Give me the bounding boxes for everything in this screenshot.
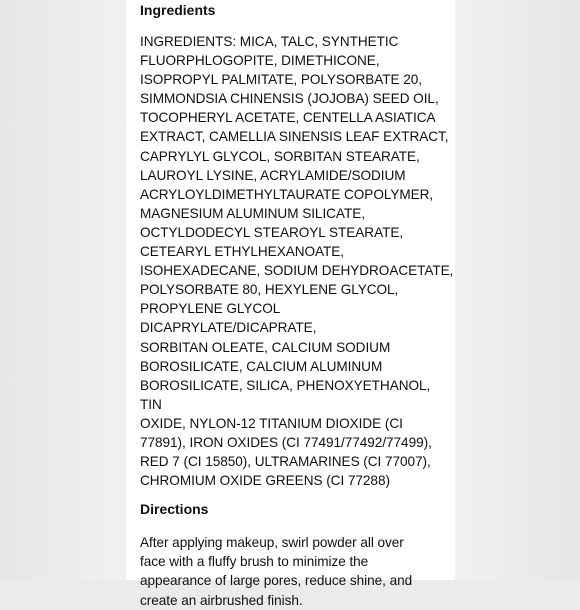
right-background-margin [455, 0, 580, 580]
directions-heading: Directions [140, 501, 209, 518]
ingredients-heading: Ingredients [140, 2, 216, 18]
product-details-card [126, 0, 455, 608]
left-background-margin [0, 0, 126, 580]
directions-text: After applying makeup, swirl powder all over face with a fluffy brush to minimize the appearance of large pores, reduce shine, and create an airbrushed finish. [140, 535, 413, 608]
ingredients-list-text: INGREDIENTS: MICA, TALC, SYNTHETIC FLUORPHLOGOPITE, DIMETHICONE, ISOPROPYL PALMITATE, POLYSORBATE 20, SIMMONDSIA CHINENSIS (JOJOBA) SEED OIL, TOCOPHERYL ACETATE, CENTELLA ASIATICA EXTRACT, CAMELLIA SINENSIS LEAF EXTRACT, CAPRYLYL GLYCOL, SORBITAN STEARATE, LAUROYL LYSINE, ACRYLAMIDE/SODIUM ACRYLOYLDIMETHYLTAURATE COPOLYMER, MAGNESIUM ALUMINUM SILICATE, OCTYLDODECYL STEAROYL STEARATE, CETEARYL ETHYLHEXANOATE, ISOHEXADECANE, SODIUM DEHYDROACETATE, POLYSORBATE 80, HEXYLENE GLYCOL, PROPYLENE GLYCOL DICAPRYLATE/DICAPRATE, SORBITAN OLEATE, CALCIUM SODIUM BOROSILICATE, CALCIUM ALUMINUM BOROSILICATE, SILICA, PHENOXYETHANOL, TIN OXIDE, NYLON-12 TITANIUM DIOXIDE (CI 77891), IRON OXIDES (CI 77491/77492/77499), RED 7 (CI 15850), ULTRAMARINES (CI 77007), CHROMIUM OXIDE GREENS (CI 77288) [140, 34, 454, 489]
